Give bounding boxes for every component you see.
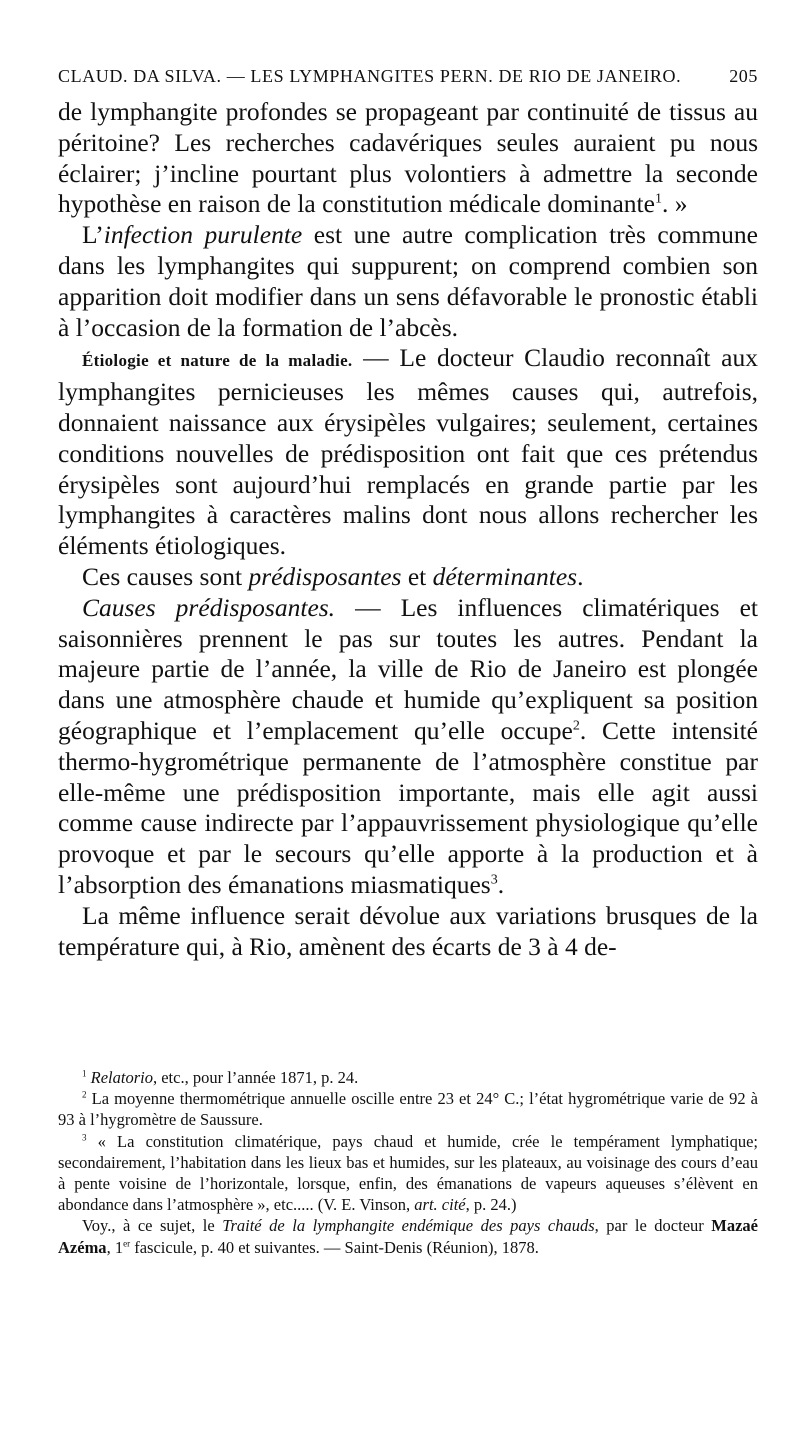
paragraph-5-text-1: — Les influences climatériques et saisonnières prennent le pas sur toutes les autres. Pendant la majeure partie de l’année, la ville de Rio de Janeiro est plongée dans une atmosphère chaude et humide qu’expliquent sa position géographique et l’emplacement qu’elle occupe: [58, 592, 758, 745]
paragraph-4-italic-2: déterminantes: [432, 561, 578, 591]
footnote-4-bold: Mazaé Azéma: [58, 1216, 759, 1257]
page-content: [58, 66, 758, 962]
page-number: 205: [729, 66, 758, 86]
footnote-2: [58, 1088, 758, 1130]
paragraph-2-text: est une autre complication très commune dans les lymphangites qui suppurent; on comprend combien son apparition doit modifier dans un sens défavorable le pronostic établi à l’occasion de la formation de l’abcès.: [58, 220, 758, 342]
paragraph-3-text: — Le docteur Claudio reconnaît aux lymphangites pernicieuses les mêmes causes qui, autrefois, donnaient naissance aux érysipèles vulgaires; seulement, certaines conditions nouvelles de prédisposition ont fait que ces prétendus érysipèles sont aujourd’hui remplacés en grande partie par les lymphangites à caractères malins dont nous allons rechercher les éléments étiologiques.: [58, 343, 758, 561]
paragraph-5-end: .: [497, 869, 505, 899]
footnote-3-text: « La constitution climatérique, pays chaud et humide, crée le tempérament lymphatique; secondairement, l’habitation dans les lieux bas et humides, sur les plateaux, au voisinage des cours d’eau à pente voisine de l’horizontale, lorsque, enfin, des émanations de vapeurs aqueuses s’élèvent en abondance dans l’atmosphère », etc..... (V. E. Vinson,: [58, 1131, 759, 1215]
footnotes: [58, 1067, 758, 1258]
footnote-4-text-2: , par le docteur: [594, 1216, 712, 1236]
footnote-3-italic: art. cité: [414, 1195, 466, 1215]
paragraph-4: [58, 562, 758, 593]
footnote-ref-3: 3: [490, 872, 498, 888]
footnote-1: [58, 1067, 758, 1088]
paragraph-2: [58, 220, 758, 343]
footnote-3: [58, 1131, 758, 1216]
paragraph-1-closing: . »: [661, 189, 688, 219]
main-text: [58, 97, 758, 962]
footnote-ref-1: 1: [654, 191, 662, 207]
paragraph-1: [58, 97, 758, 220]
paragraph-5: [58, 593, 758, 901]
footnote-4-italic: Traité de la lymphangite endémique des pays chauds: [222, 1216, 595, 1236]
footnote-4-sup: er: [123, 1238, 131, 1249]
footnote-4-text-3: , 1: [106, 1237, 124, 1257]
running-head: [58, 66, 758, 87]
paragraph-2-prefix: L’: [82, 220, 104, 250]
footnote-mark-3: 3: [82, 1132, 87, 1143]
footnote-2-text: La moyenne thermométrique annuelle oscille entre 23 et 24° C.; l’état hygrométrique varie de 92 à 93 à l’hygromètre de Saussure.: [58, 1089, 759, 1130]
paragraph-4-end: .: [577, 561, 584, 591]
footnote-4-text-4: fascicule, p. 40 et suivantes. — Saint-Denis (Réunion), 1878.: [130, 1237, 539, 1257]
footnote-mark-2: 2: [82, 1089, 87, 1100]
footnote-1-italic: Relatorio: [90, 1068, 153, 1087]
footnote-ref-2: 2: [572, 718, 580, 734]
paragraph-4-middle: et: [401, 561, 433, 591]
section-heading: Étiologie et nature de la maladie.: [82, 351, 353, 371]
paragraph-2-italic: infection purulente: [103, 220, 303, 250]
paragraph-4-italic-1: prédisposantes: [248, 561, 402, 591]
paragraph-6-text: La même influence serait dévolue aux variations brusques de la température qui, à Rio, amènent des écarts de 3 à 4 de-: [58, 900, 758, 961]
footnote-3-end: , p. 24.): [465, 1195, 517, 1215]
footnote-1-text: , etc., pour l’année 1871, p. 24.: [152, 1068, 359, 1087]
paragraph-5-italic: Causes prédisposantes.: [82, 592, 336, 622]
running-title: CLAUD. DA SILVA. — LES LYMPHANGITES PERN. DE RIO DE JANEIRO.: [58, 66, 682, 86]
paragraph-4-text: Ces causes sont: [82, 561, 249, 591]
footnote-4: [58, 1215, 758, 1257]
paragraph-6: [58, 901, 758, 963]
paragraph-1-text: de lymphangite profondes se propageant par continuité de tissus au péritoine? Les recherches cadavériques seules auraient pu nous éclairer; j’incline pourtant plus volontiers à admettre la seconde hypothèse en raison de la constitution médicale dominante: [58, 97, 758, 219]
footnote-mark-1: 1: [82, 1068, 87, 1079]
paragraph-3: [58, 343, 758, 562]
footnote-4-text-1: Voy., à ce sujet, le: [82, 1216, 223, 1236]
paragraph-5-text-2: . Cette intensité thermo-hygrométrique permanente de l’atmosphère constitue par elle-même une prédisposition importante, mais elle agit aussi comme cause indirecte par l’appauvrissement physiologique qu’elle provoque et par le secours qu’elle apporte à la production et à l’absorption des émanations miasmatiques: [58, 715, 758, 899]
